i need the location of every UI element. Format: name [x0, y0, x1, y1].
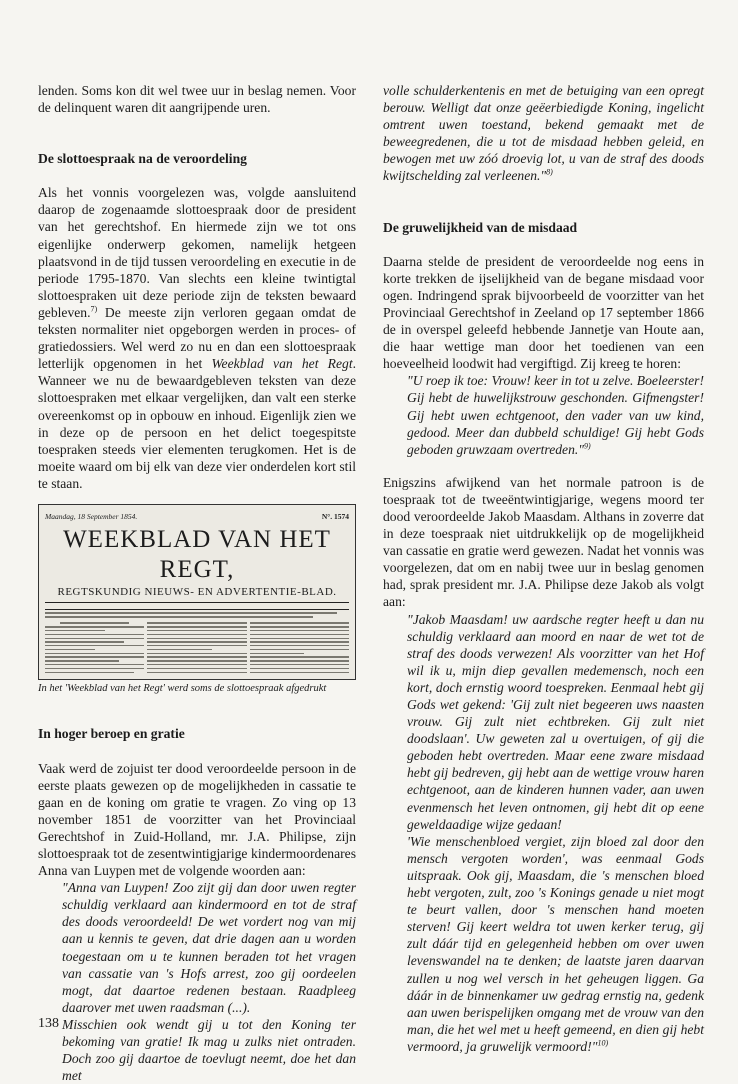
quote-anna-gratie: Misschien ook wendt gij u tot den Koning ter bekoming van gratie! Ik mag u zulks niet ontraden. Doch zoo gij daartoe de toevlugt neemt, doe het dan met [62, 1016, 356, 1084]
newspaper-number: N°. 1574 [321, 511, 349, 521]
newspaper-rule [45, 602, 349, 610]
newspaper-text-columns [45, 620, 349, 675]
page-number: 138 [38, 1016, 59, 1031]
paragraph-hoger-beroep: Vaak werd de zojuist ter dood veroordeelde persoon in de eerste plaats gewezen op de mogelijkheden in cassatie te gaan en de koning om gratie te vragen. Zo ving op 13 november 1851 de voorzitter van het Provinciaal Gerechtshof in Zuid-Holland, mr. J.A. Philipse, zijn slottoespraak tot de zesentwintigjarige kindermoordenares Anna van Luypen met de volgende woorden aan: [38, 760, 356, 879]
paragraph-jakob-maasdam: Enigszins afwijkend van het normale patroon is de toespraak tot de tweeëntwintigjarige, wegens moord ter dood veroordeelde Jakob Maasdam. Althans in zoverre dat in deze toespraak niet uitdrukkelijk op de mogelijkheid van cassatie en gratie werd gewezen. Nadat het vonnis was voorgelezen, dat om en nabij twee uur in beslag genomen had, sprak president mr. J.A. Philipse deze Jakob als volgt aan: [383, 474, 704, 610]
paragraph-gruwelijkheid: Daarna stelde de president de veroordeelde nog eens in korte trekken de ijselijkheid van de begane misdaad voor ogen. Indringend sprak bijvoorbeeld de voorzitter van het Provinciaal Gerechtshof in Zeeland op 17 september 1866 de in overspel geleefd hebbende Jannetje van Houte aan, die haar wettige man door het toedienen van een hoeveelheid loodwit had vergiftigd. Zij kreeg te horen: [383, 253, 704, 372]
quote-anna-van-luypen: "Anna van Luypen! Zoo zijt gij dan door uwen regter schuldig verklaard aan kindermoord en tot de straf des doods veroordeeld! De wet vordert nog van mij aan u kennis te geven, dat drie dagen aan u worden toegestaan om u te kunnen beraden tot het vragen van cassatie van 's Hofs arrest, zoo gij oordeelen mogt, dat daartoe redenen bestaan. Raadpleeg daarover met uwen raadsman (...). [62, 880, 356, 1015]
quote-continuation: volle schulderkentenis en met de betuiging van een opregt berouw. Welligt dat onze geëerbiedigde Koning, ingelicht omtrent uwen toestand, bekend gemaakt met de beweegredenen, die u tot de misdaad hebben geleid, en bewogen met uw zóó droevig lot, u van de straf des doods kwijtschelding zal verleenen."$^{8)}$ [383, 83, 704, 184]
heading-gruwelijkheid: De gruwelijkheid van de misdaad [383, 219, 578, 235]
heading-hoger-beroep: In hoger beroep en gratie [38, 726, 185, 742]
right-column [383, 82, 704, 1055]
footnote-8: 8) [546, 167, 553, 177]
footnote-7: 7) [90, 304, 98, 314]
paragraph-slottoespraak: Als het vonnis voorgelezen was, volgde aansluitend daarop de zogenaamde slottoespraak door de president van het gerechtshof. En hiermede zijn we tot ons eigenlijke onderwerp gekomen, namelijk hetgeen plaatsvond in de tijd tussen veroordeling en executie in de periode 1795-1870. Van slechts een kleine twintigtal slottoespraken uit deze periode zijn de teksten bewaard gebleven.$^{7)}$ De meeste zijn verloren gegaan omdat de teksten normaliter niet opgeborgen werden in proces- of gratiedossiers. Wel werd zo nu en dan een slottoespraak letterlijk opgenomen in het Weekblad van het Regt. Wanneer we nu de bewaardgebleven teksten van deze slottoespraken met elkaar vergelijken, dan valt een sterke overeenkomst op in opbouw en inhoud. Eigenlijk zien we in deze op de persoon en het delict toegespitste toespraken steeds vier elementen terugkomen. Het is de moeite waard om bij elk van deze vier onderdelen kort stil te staan. [38, 185, 356, 491]
newspaper-subtitle: REGTSKUNDIG NIEUWS- EN ADVERTENTIE-BLAD. [57, 586, 337, 599]
quote-menschenbloed: 'Wie menschenbloed vergiet, zijn bloed zal door den mensch vergoten worden', was eenmaal Gods uitspraak. Ook gij, Maasdam, die 's menschen bloed hebt vergoten, zult, zoo 's Konings genade u niet mogt te beurt vallen, door 's menschen hand moeten sterven! Gij keert weldra tot uwen kerker terug, gij zult dáár tijd en gelegenheid hebben om over uwen levenswandel na te denken; de laatste jaren daarvan zullen u nog wel versch in het geheugen liggen. Ga dáár in de binnenkamer uw gedrag ernstig na, gedenk aan uwen berispelijken omgang met de vrouw van den man, die het wel met u heeft gemeend, en dien gij hebt vermoord, ja gruwelijk vermoord!"$^{10)}$ [407, 833, 704, 1054]
left-column [38, 82, 356, 1084]
quote-jannetje-van-houte: "U roep ik toe: Vrouw! keer in tot u zelve. Boeleerster! Gij hebt de huwelijkstrouw geschonden. Gifmengster! Gij hebt uwen echtgenoot, den vader van uw kind, gedood. Meer dan dubbeld schuldige! Gij hebt Gods geboden gruwzaam overtreden."$^{9)}$ [407, 373, 704, 457]
newspaper-figure [38, 504, 356, 680]
newspaper-title: WEEKBLAD VAN HET REGT, [63, 526, 331, 584]
heading-slottoespraak: De slottoespraak na de veroordeling [38, 151, 247, 167]
intro-paragraph: lenden. Soms kon dit wel twee uur in beslag nemen. Voor de delinquent waren dit aangrijpende uren. [38, 83, 356, 116]
quote-jakob-maasdam: "Jakob Maasdam! uw aardsche regter heeft u dan nu schuldig verklaard aan moord en naar de wet tot de straf des doods verwezen! Als voorzitter van het Hof wil ik u, mijn diep gevallen medemensch, noch een kort, doch ernstig woord toespreken. Eenmaal hebt gij Gods wet gekend: 'Gij zult niet begeeren uws naasten vrouw. Gij zult niet echtbreken. Gij zult niet doodslaan'. Uw geweten zal u overtuigen, of gij die geboden hebt overtreden. Maar eene zware misdaad hebt gij bedreven, gij hebt aan de wettige vrouw haren echtgenoot, aan de kinderen hunnen vader, aan uwen evenmensch het leven ontnomen, gij hebt dit op eene geweldaadige wijze gedaan! [407, 611, 704, 832]
newspaper-date: Maandag, 18 September 1854. [45, 511, 138, 521]
figure-caption: In het 'Weekblad van het Regt' werd soms de slottoespraak afgedrukt [38, 683, 327, 695]
footnote-10: 10) [597, 1038, 609, 1048]
footnote-9: 9) [583, 441, 591, 451]
